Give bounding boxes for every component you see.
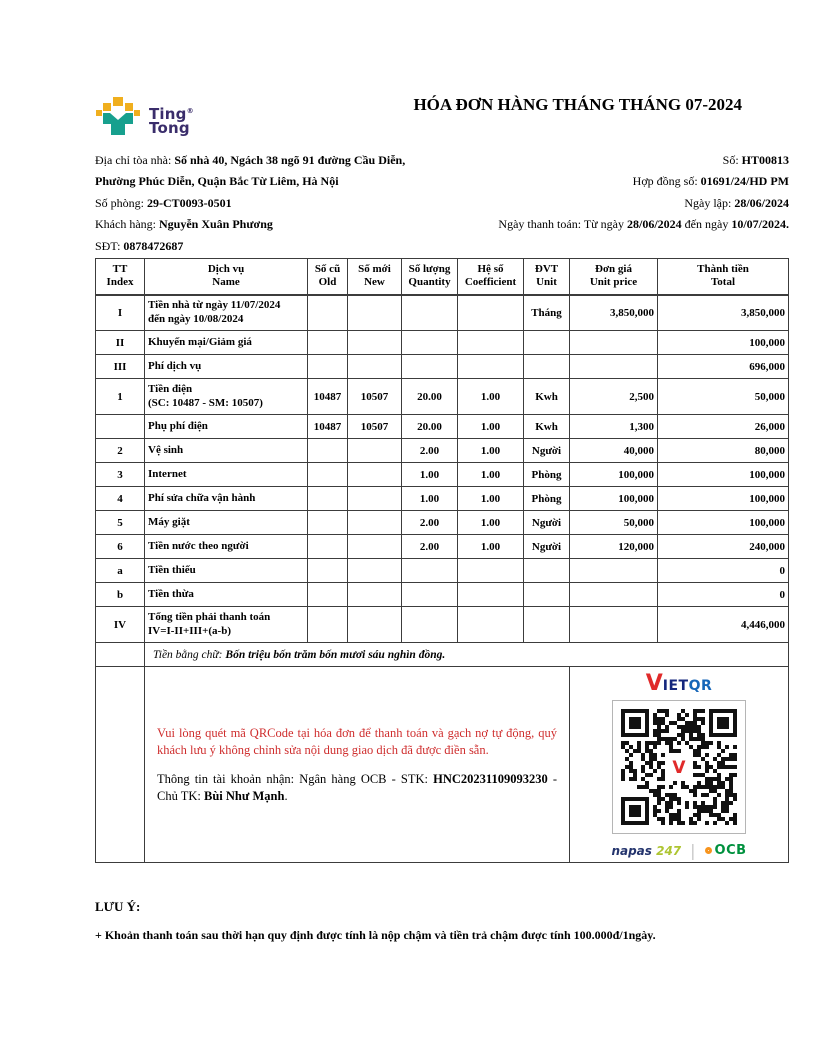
table-cell: b [96,583,145,607]
table-cell: 100,000 [658,463,789,487]
table-cell: 100,000 [658,487,789,511]
col-header-total: Thành tiền Total [658,259,789,295]
table-cell [570,559,658,583]
qr-payment-row [96,667,789,863]
ocb-logo: OCB [705,843,747,858]
invoice-number-line: Số: HT00813 [722,153,789,167]
table-cell [348,295,402,331]
table-cell: 0 [658,559,789,583]
table-cell [308,487,348,511]
customer-line: Khách hàng: Nguyễn Xuân Phương Ngày thanh toán: Từ ngày 28/06/2024 đến ngày 10/07/2024. [95,217,789,232]
table-cell: IV [96,607,145,643]
table-cell: 1,300 [570,415,658,439]
table-cell [348,511,402,535]
tingtong-logo-icon [95,97,141,142]
table-cell: Tháng [524,295,570,331]
table-cell: Người [524,535,570,559]
table-cell: Tiền nhà từ ngày 11/07/2024 đến ngày 10/08/2024 [145,295,308,331]
table-cell: 10507 [348,379,402,415]
payment-instructions-cell [145,667,570,863]
table-cell: 6 [96,535,145,559]
table-cell: 2.00 [402,511,458,535]
table-cell: Khuyến mại/Giảm giá [145,331,308,355]
table-cell: III [96,355,145,379]
invoice-table [95,258,789,863]
table-cell: 100,000 [570,463,658,487]
qr-warning-text: Vui lòng quét mã QRCode tại hóa đơn để thanh toán và gạch nợ tự động, quý khách lưu ý không chỉnh sửa nội dung giao dịch đã được điền sẵn. [157,725,557,757]
table-cell: 1.00 [458,511,524,535]
table-header-row [96,259,789,295]
table-cell [524,355,570,379]
col-header-quantity: Số lượng Quantity [402,259,458,295]
table-cell [96,415,145,439]
table-cell: I [96,295,145,331]
table-cell: 240,000 [658,535,789,559]
table-cell [524,583,570,607]
table-cell [458,295,524,331]
table-cell: Tiền thiếu [145,559,308,583]
table-cell: 1.00 [458,535,524,559]
bank-logos [573,841,785,860]
table-cell: 2 [96,439,145,463]
table-cell [570,607,658,643]
amount-in-words-row [96,643,789,667]
table-cell [308,535,348,559]
napas-247-logo: napas 247 [611,843,682,858]
table-cell: Tiền thừa [145,583,308,607]
tingtong-logo [95,97,194,142]
table-cell: 10487 [308,415,348,439]
col-header-unit-price: Đơn giá Unit price [570,259,658,295]
table-cell [458,583,524,607]
building-address-line: Địa chỉ tòa nhà: Số nhà 40, Ngách 38 ngõ 91 đường Cầu Diễn, Số: HT00813 [95,153,789,167]
table-cell: Máy giặt [145,511,308,535]
table-cell [570,331,658,355]
table-cell [348,487,402,511]
table-cell: II [96,331,145,355]
invoice-info-block [95,152,789,259]
table-row [96,559,789,583]
table-cell [308,463,348,487]
logo-divider: | [690,841,696,860]
table-cell: 2.00 [402,439,458,463]
late-payment-note: + Khoản thanh toán sau thời hạn quy định được tính là nộp chậm và tiền trả chậm được tính 100.000đ/1ngày. [95,928,656,942]
table-cell: 20.00 [402,379,458,415]
col-header-name: Dịch vụ Name [145,259,308,295]
table-cell [524,559,570,583]
col-header-coefficient: Hệ số Coefficient [458,259,524,295]
table-cell: Kwh [524,415,570,439]
table-row [96,295,789,331]
table-cell [402,355,458,379]
table-cell [308,511,348,535]
table-cell [570,583,658,607]
building-address-line2: Phường Phúc Diễn, Quận Bắc Từ Liêm, Hà Nội Hợp đồng số: 01691/24/HD PM [95,174,789,189]
amount-in-words-cell: Tiền bằng chữ: Bốn triệu bốn trăm bốn mươi sáu nghìn đồng. [145,643,789,667]
contract-number-line: Hợp đồng số: 01691/24/HD PM [632,174,789,189]
table-cell: 20.00 [402,415,458,439]
table-cell: Vệ sinh [145,439,308,463]
table-cell: 100,000 [658,331,789,355]
table-cell: 10487 [308,379,348,415]
table-cell: 50,000 [658,379,789,415]
table-row [96,487,789,511]
table-cell [458,331,524,355]
table-cell [308,607,348,643]
footer-notes [95,899,789,943]
table-cell [96,643,145,667]
table-cell: 0 [658,583,789,607]
tingtong-logo-text: Ting® Tong [149,104,194,137]
table-cell: 5 [96,511,145,535]
table-cell: 40,000 [570,439,658,463]
table-cell [402,559,458,583]
table-cell: Người [524,439,570,463]
col-header-old: Số cũ Old [308,259,348,295]
vietqr-logo: V IET QR [645,671,713,696]
table-row [96,583,789,607]
phone-line: SĐT: 0878472687 [95,238,184,253]
table-cell: 1.00 [402,463,458,487]
table-cell: Phụ phí điện [145,415,308,439]
table-cell: 1.00 [458,439,524,463]
table-cell [402,583,458,607]
table-cell [570,355,658,379]
table-cell [348,331,402,355]
qr-code [612,700,746,834]
table-cell: 1.00 [458,379,524,415]
table-row [96,415,789,439]
table-cell: 120,000 [570,535,658,559]
table-cell: 10507 [348,415,402,439]
col-header-new: Số mới New [348,259,402,295]
table-cell: 26,000 [658,415,789,439]
table-cell [308,583,348,607]
table-cell: a [96,559,145,583]
table-cell: 696,000 [658,355,789,379]
footer-heading: LƯU Ý: [95,899,141,914]
table-cell [348,535,402,559]
table-cell: 4 [96,487,145,511]
table-row [96,535,789,559]
table-cell [348,607,402,643]
table-row [96,379,789,415]
table-cell: 1 [96,379,145,415]
invoice-table-body [96,295,789,643]
table-row [96,439,789,463]
table-cell [308,355,348,379]
qr-code-svg [621,758,737,828]
table-cell: 2.00 [402,535,458,559]
table-cell [402,331,458,355]
table-cell: 80,000 [658,439,789,463]
table-cell [308,559,348,583]
table-cell [348,583,402,607]
table-row [96,607,789,643]
table-cell: 100,000 [658,511,789,535]
payment-period-line: Ngày thanh toán: Từ ngày 28/06/2024 đến ngày 10/07/2024. [498,217,789,232]
table-cell: Tiền điện (SC: 10487 - SM: 10507) [145,379,308,415]
col-header-unit: ĐVT Unit [524,259,570,295]
table-cell: 1.00 [458,415,524,439]
table-cell: 1.00 [458,463,524,487]
table-cell: Phí dịch vụ [145,355,308,379]
table-cell: 2,500 [570,379,658,415]
table-row [96,331,789,355]
table-cell [96,667,145,863]
table-cell [402,295,458,331]
table-cell [348,439,402,463]
table-cell [348,559,402,583]
table-cell [458,559,524,583]
table-cell: Tiền nước theo người [145,535,308,559]
svg-text:V: V [672,758,686,778]
table-cell: Người [524,511,570,535]
col-header-index: TT Index [96,259,145,295]
table-cell: 1.00 [402,487,458,511]
table-cell [524,607,570,643]
table-cell: Phí sửa chữa vận hành [145,487,308,511]
room-number-line: Số phòng: 29-CT0093-0501 Ngày lập: 28/06/2024 [95,195,789,210]
table-cell [524,331,570,355]
table-cell: Phòng [524,463,570,487]
table-row [96,355,789,379]
ocb-icon [705,847,712,854]
table-cell: Phòng [524,487,570,511]
table-cell [348,355,402,379]
table-cell: 3 [96,463,145,487]
table-cell [458,607,524,643]
table-cell [458,355,524,379]
table-cell: Kwh [524,379,570,415]
table-cell [308,295,348,331]
table-cell: Internet [145,463,308,487]
table-cell: Tổng tiền phải thanh toán IV=I-II+III+(a-b) [145,607,308,643]
table-cell: 3,850,000 [570,295,658,331]
table-row [96,511,789,535]
table-cell: 3,850,000 [658,295,789,331]
qr-code-cell [570,667,789,863]
table-cell [348,463,402,487]
table-cell [402,607,458,643]
invoice-title: HÓA ĐƠN HÀNG THÁNG THÁNG 07-2024 [413,95,742,114]
account-info-text: Thông tin tài khoản nhận: Ngân hàng OCB - STK: HNC20231109093230 - Chủ TK: Bùi Như Mạnh. [157,771,557,803]
table-cell [308,331,348,355]
table-cell: 4,446,000 [658,607,789,643]
table-row [96,463,789,487]
table-cell: 1.00 [458,487,524,511]
issue-date-line: Ngày lập: 28/06/2024 [684,195,789,210]
table-cell: 100,000 [570,487,658,511]
table-cell [308,439,348,463]
table-cell: 50,000 [570,511,658,535]
